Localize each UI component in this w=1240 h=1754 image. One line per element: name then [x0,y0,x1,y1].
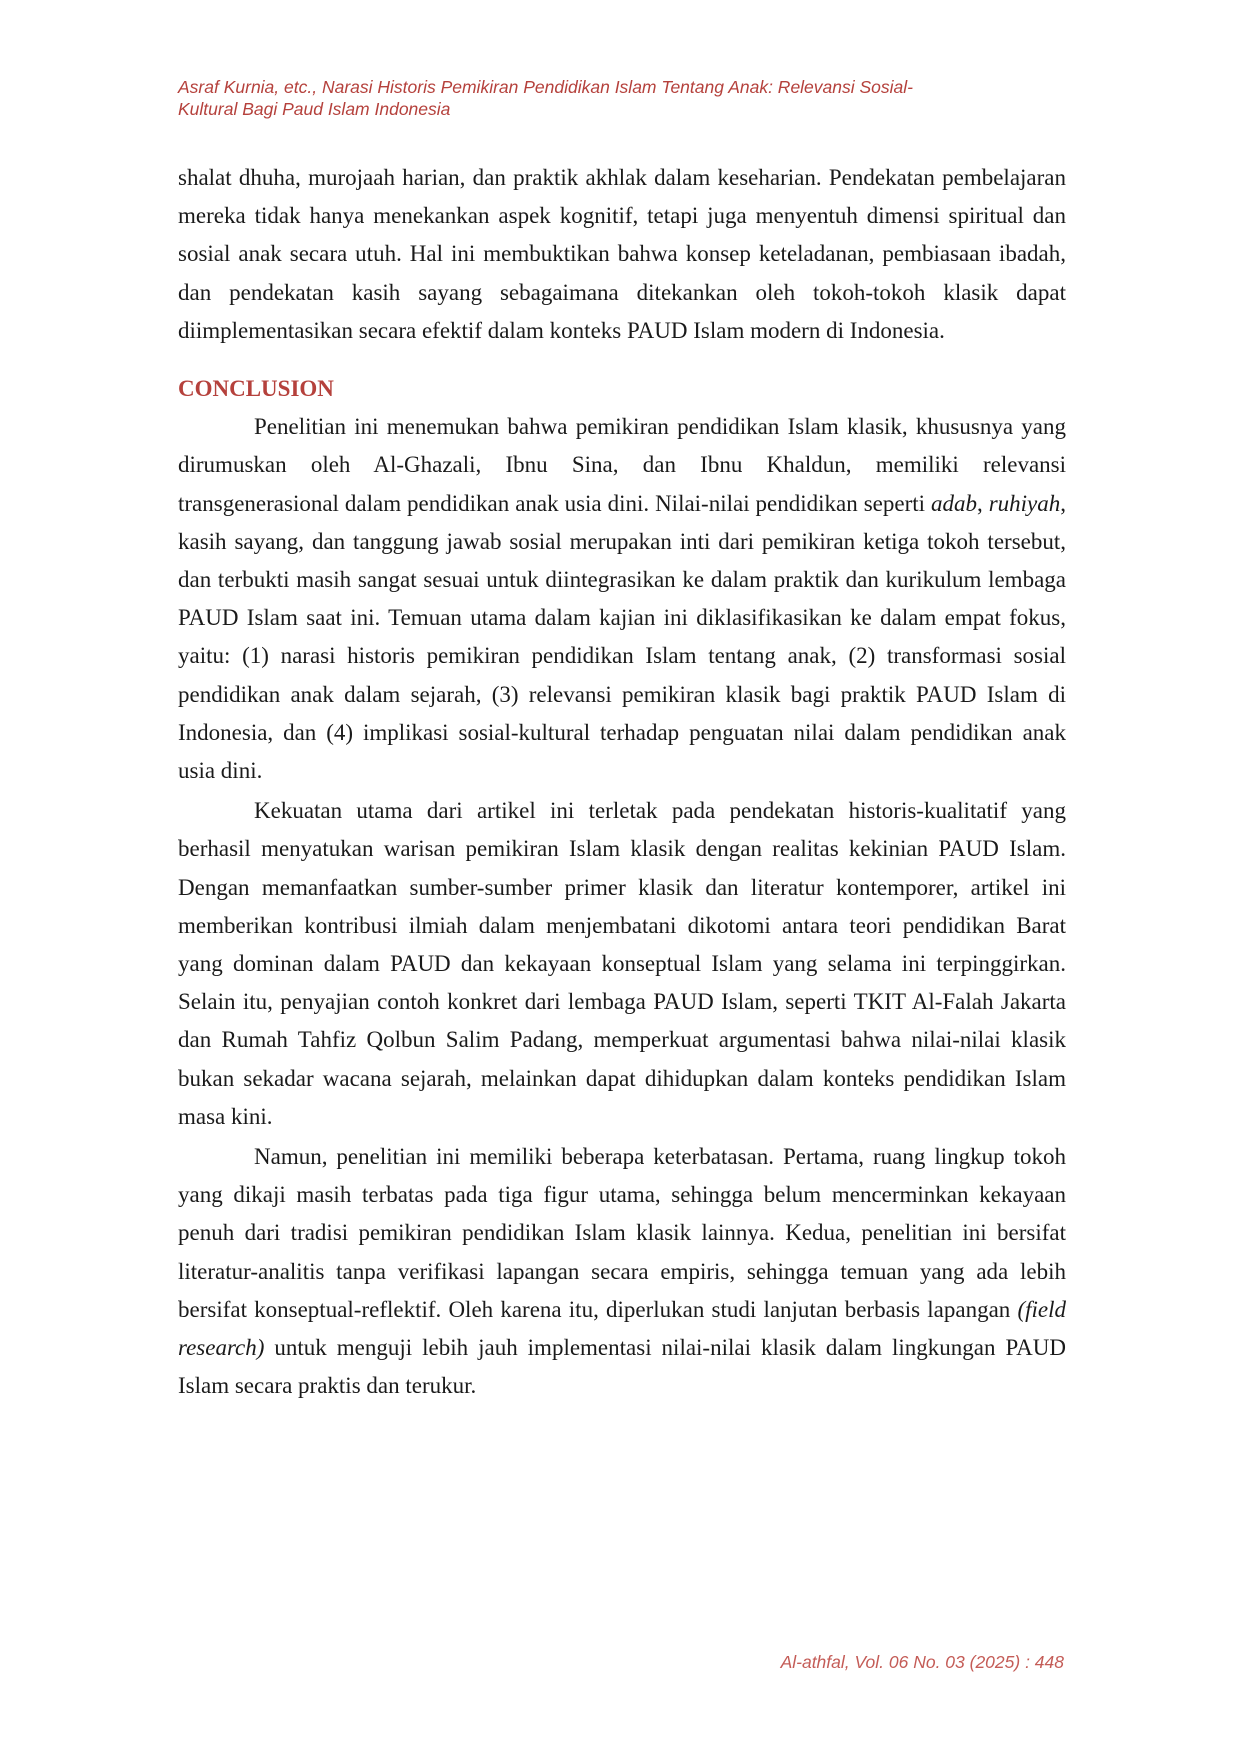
conclusion-p1-separator: , [976,490,989,516]
section-heading-conclusion: CONCLUSION [178,376,334,402]
page-body [178,159,1066,1406]
conclusion-paragraph-2: Kekuatan utama dari artikel ini terletak pada pendekatan historis-kualitatif yang berhasil menyatukan warisan pemikiran Islam klasik dengan realitas kekinian PAUD Islam. Dengan memanfaatkan sumber-sumber primer klasik dan literatur kontemporer, artikel ini memberikan kontribusi ilmiah dalam menjembatani dikotomi antara teori pendidikan Barat yang dominan dalam PAUD dan kekayaan konseptual Islam yang selama ini terpinggirkan. Selain itu, penyajian contoh konkret dari lembaga PAUD Islam, seperti TKIT Al-Falah Jakarta dan Rumah Tahfiz Qolbun Salim Padang, memperkuat argumentasi bahwa nilai-nilai klasik bukan sekadar wacana sejarah, melainkan dapat dihidupkan dalam konteks pendidikan Islam masa kini. [178,798,1066,1129]
conclusion-p3-text-end: untuk menguji lebih jauh implementasi nilai-nilai klasik dalam lingkungan PAUD Islam secara praktis dan terukur. [178,1335,1066,1399]
italic-term-field-research: (field research) [178,1296,1066,1361]
italic-term-adab: adab [930,490,977,516]
continuation-paragraph: shalat dhuha, murojaah harian, dan praktik akhlak dalam keseharian. Pendekatan pembelajaran mereka tidak hanya menekankan aspek kognitif, tetapi juga menyentuh dimensi spiritual dan sosial anak secara utuh. Hal ini membuktikan bahwa konsep keteladanan, pembiasaan ibadah, dan pendekatan kasih sayang sebagaimana ditekankan oleh tokoh-tokoh klasik dapat diimplementasikan secara efektif dalam konteks PAUD Islam modern di Indonesia. [178,165,1066,343]
conclusion-paragraph-3 [178,1138,1066,1405]
conclusion-p3-text-start: Namun, penelitian ini memiliki beberapa keterbatasan. Pertama, ruang lingkup tokoh yang dikaji masih terbatas pada tiga figur utama, sehingga belum mencerminkan kekayaan penuh dari tradisi pemikiran pendidikan Islam klasik lainnya. Kedua, penelitian ini bersifat literatur-analitis tanpa verifikasi lapangan secara empiris, sehingga temuan yang ada lebih bersifat konseptual-reflektif. Oleh karena itu, diperlukan studi lanjutan berbasis lapangan [178,1144,1066,1322]
running-header [178,76,1058,120]
running-header-line-2: Kultural Bagi Paud Islam Indonesia [178,99,451,119]
running-header-line-1: Asraf Kurnia, etc., Narasi Historis Pemikiran Pendidikan Islam Tentang Anak: Relevansi Sosial- [178,77,913,97]
conclusion-p1-text-end: , kasih sayang, dan tanggung jawab sosial merupakan inti dari pemikiran ketiga tokoh tersebut, dan terbukti masih sangat sesuai untuk diintegrasikan ke dalam praktik dan kurikulum lembaga PAUD Islam saat ini. Temuan utama dalam kajian ini diklasifikasikan ke dalam empat fokus, yaitu: (1) narasi historis pemikiran pendidikan Islam tentang anak, (2) transformasi sosial pendidikan anak dalam sejarah, (3) relevansi pemikiran klasik bagi praktik PAUD Islam di Indonesia, dan (4) implikasi sosial-kultural terhadap penguatan nilai dalam pendidikan anak usia dini. [178,490,1067,784]
italic-term-ruhiyah: ruhiyah [988,490,1061,516]
conclusion-p1-text-start: Penelitian ini menemukan bahwa pemikiran pendidikan Islam klasik, khususnya yang dirumuskan oleh Al-Ghazali, Ibnu Sina, dan Ibnu Khaldun, memiliki relevansi transgenerasional dalam pendidikan anak usia dini. Nilai-nilai pendidikan seperti [178,414,1066,516]
page-footer: Al-athfal, Vol. 06 No. 03 (2025) : 448 [780,1652,1064,1672]
conclusion-paragraph-1 [178,408,1066,790]
